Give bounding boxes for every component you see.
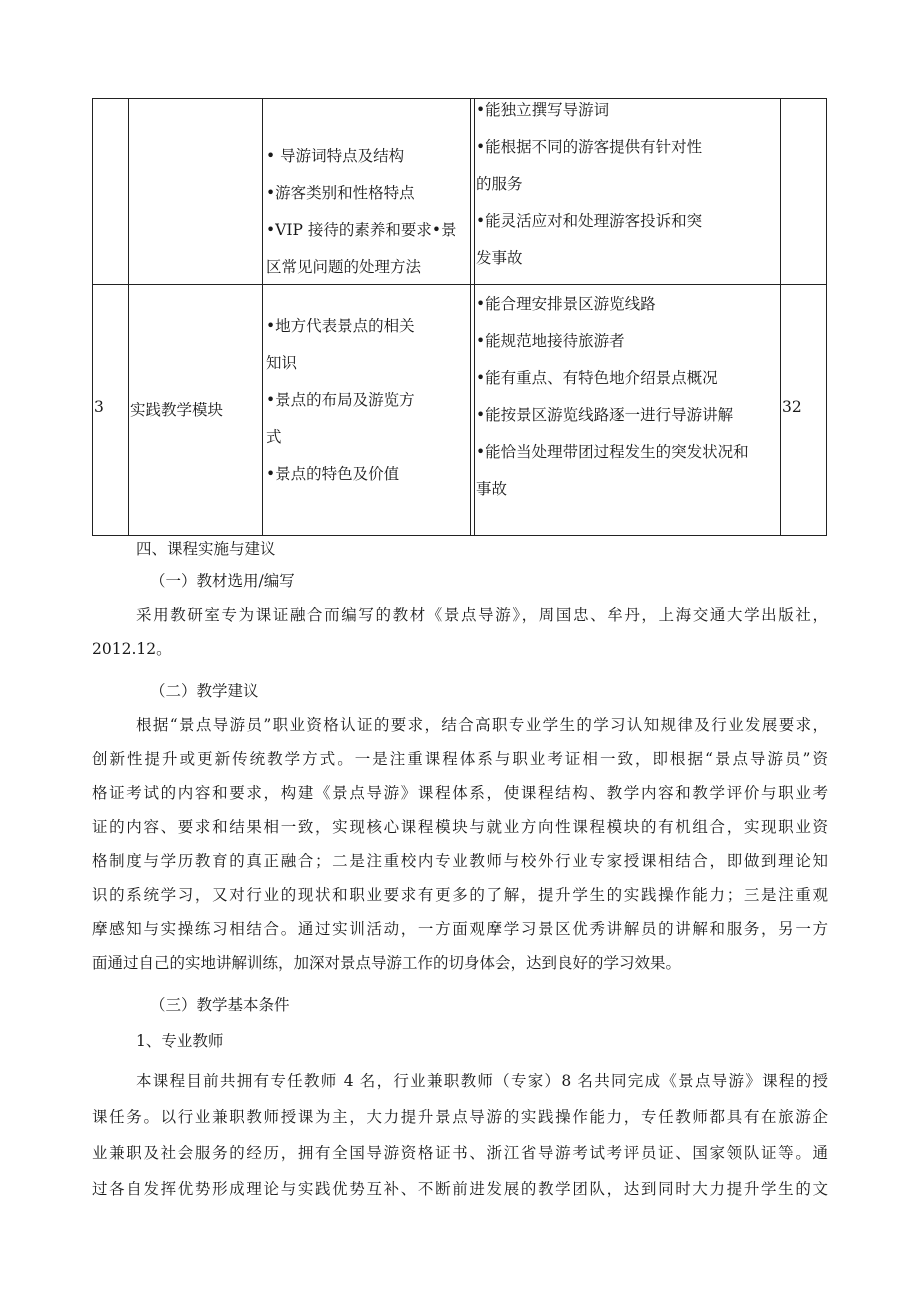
list-item: 知识 bbox=[266, 354, 298, 372]
row3-module: 实践教学模块 bbox=[130, 401, 224, 419]
table-rule-bottom bbox=[92, 535, 827, 536]
list-item: • 导游词特点及结构 bbox=[266, 147, 405, 165]
list-item: •能灵活应对和处理游客投诉和突 bbox=[476, 212, 703, 230]
paragraph-line: 面通过自己的实地讲解训练，加深对景点导游工作的切身体会，达到良好的学习效果。 bbox=[92, 954, 682, 972]
list-item: 区常见问题的处理方法 bbox=[266, 258, 422, 276]
prev-row-skills-cell bbox=[476, 92, 702, 277]
paragraph-line: 根据“景点导游员”职业资格认证的要求，结合高职专业学生的学习认知规律及行业发展要求， bbox=[136, 716, 828, 734]
table-rule-col-3b bbox=[474, 98, 475, 536]
paragraph-line: 格证考试的内容和要求，构建《景点导游》课程体系，使课程结构、教学内容和教学评价与职业考 bbox=[92, 784, 828, 802]
list-item: 的服务 bbox=[476, 175, 523, 193]
table-rule-col-2 bbox=[262, 98, 263, 536]
list-item: •能合理安排景区游览线路 bbox=[476, 295, 656, 313]
curriculum-table bbox=[92, 98, 827, 536]
list-item: •VIP 接待的素养和要求•景 bbox=[266, 221, 457, 239]
paragraph-line: 业兼职及社会服务的经历，拥有全国导游资格证书、浙江省导游考试考评员证、国家领队证等。通 bbox=[92, 1144, 828, 1162]
subsection-heading-1: （一）教材选用/编写 bbox=[150, 572, 295, 590]
prev-row-knowledge-cell bbox=[266, 138, 456, 286]
subsection-heading-2: （二）教学建议 bbox=[150, 682, 259, 700]
paragraph-line: 本课程目前共拥有专任教师 4 名，行业兼职教师（专家）8 名共同完成《景点导游》课程的授 bbox=[136, 1072, 828, 1090]
list-item: •能规范地接待旅游者 bbox=[476, 332, 625, 350]
list-item: •能独立撰写导游词 bbox=[476, 101, 610, 119]
table-rule-middle bbox=[92, 284, 827, 285]
table-rule-col-3a bbox=[470, 98, 471, 536]
table-rule-col-0 bbox=[92, 98, 93, 536]
paragraph-line: 采用教研室专为课证融合而编写的教材《景点导游》，周国忠、牟丹，上海交通大学出版社， bbox=[136, 606, 828, 624]
list-item: •能按景区游览线路逐一进行导游讲解 bbox=[476, 406, 734, 424]
paragraph-line: 格制度与学历教育的真正融合；二是注重校内专业教师与校外行业专家授课相结合，即做到理论知 bbox=[92, 852, 828, 870]
paragraph-line: 摩感知与实操练习相结合。通过实训活动，一方面观摩学习景区优秀讲解员的讲解和服务，另一方 bbox=[92, 920, 828, 938]
table-rule-col-1 bbox=[128, 98, 129, 536]
list-item: •能根据不同的游客提供有针对性 bbox=[476, 138, 703, 156]
row3-skills-cell bbox=[476, 286, 749, 508]
subsection-item-heading: 1、专业教师 bbox=[136, 1032, 224, 1050]
paragraph-line: 2012.12。 bbox=[92, 640, 172, 658]
row3-knowledge-cell bbox=[266, 308, 415, 493]
list-item: •能恰当处理带团过程发生的突发状况和 bbox=[476, 443, 749, 461]
section-heading: 四、课程实施与建议 bbox=[136, 540, 276, 558]
table-rule-top bbox=[92, 98, 827, 99]
row3-number: 3 bbox=[94, 398, 104, 416]
list-item: 发事故 bbox=[476, 249, 523, 267]
paragraph-line: 证的内容、要求和结果相一致，实现核心课程模块与就业方向性课程模块的有机组合，实现职业资 bbox=[92, 818, 828, 836]
table-rule-col-5 bbox=[826, 98, 827, 536]
paragraph-line: 课任务。以行业兼职教师授课为主，大力提升景点导游的实践操作能力，专任教师都具有在旅游企 bbox=[92, 1108, 828, 1126]
list-item: •景点的特色及价值 bbox=[266, 465, 400, 483]
list-item: 事故 bbox=[476, 480, 508, 498]
paragraph-line: 识的系统学习，又对行业的现状和职业要求有更多的了解，提升学生的实践操作能力；三是注重观 bbox=[92, 886, 828, 904]
subsection-heading-3: （三）教学基本条件 bbox=[150, 996, 290, 1014]
row3-hours: 32 bbox=[782, 398, 802, 416]
list-item: •游客类别和性格特点 bbox=[266, 184, 415, 202]
table-rule-col-4 bbox=[780, 98, 781, 536]
paragraph-line: 过各自发挥优势形成理论与实践优势互补、不断前进发展的教学团队，达到同时大力提升学生的文 bbox=[92, 1180, 828, 1198]
list-item: •景点的布局及游览方 bbox=[266, 391, 415, 409]
list-item: 式 bbox=[266, 428, 282, 446]
paragraph-line: 创新性提升或更新传统教学方式。一是注重课程体系与职业考证相一致，即根据“景点导游员”资 bbox=[92, 750, 828, 768]
list-item: •地方代表景点的相关 bbox=[266, 317, 415, 335]
list-item: •能有重点、有特色地介绍景点概况 bbox=[476, 369, 718, 387]
